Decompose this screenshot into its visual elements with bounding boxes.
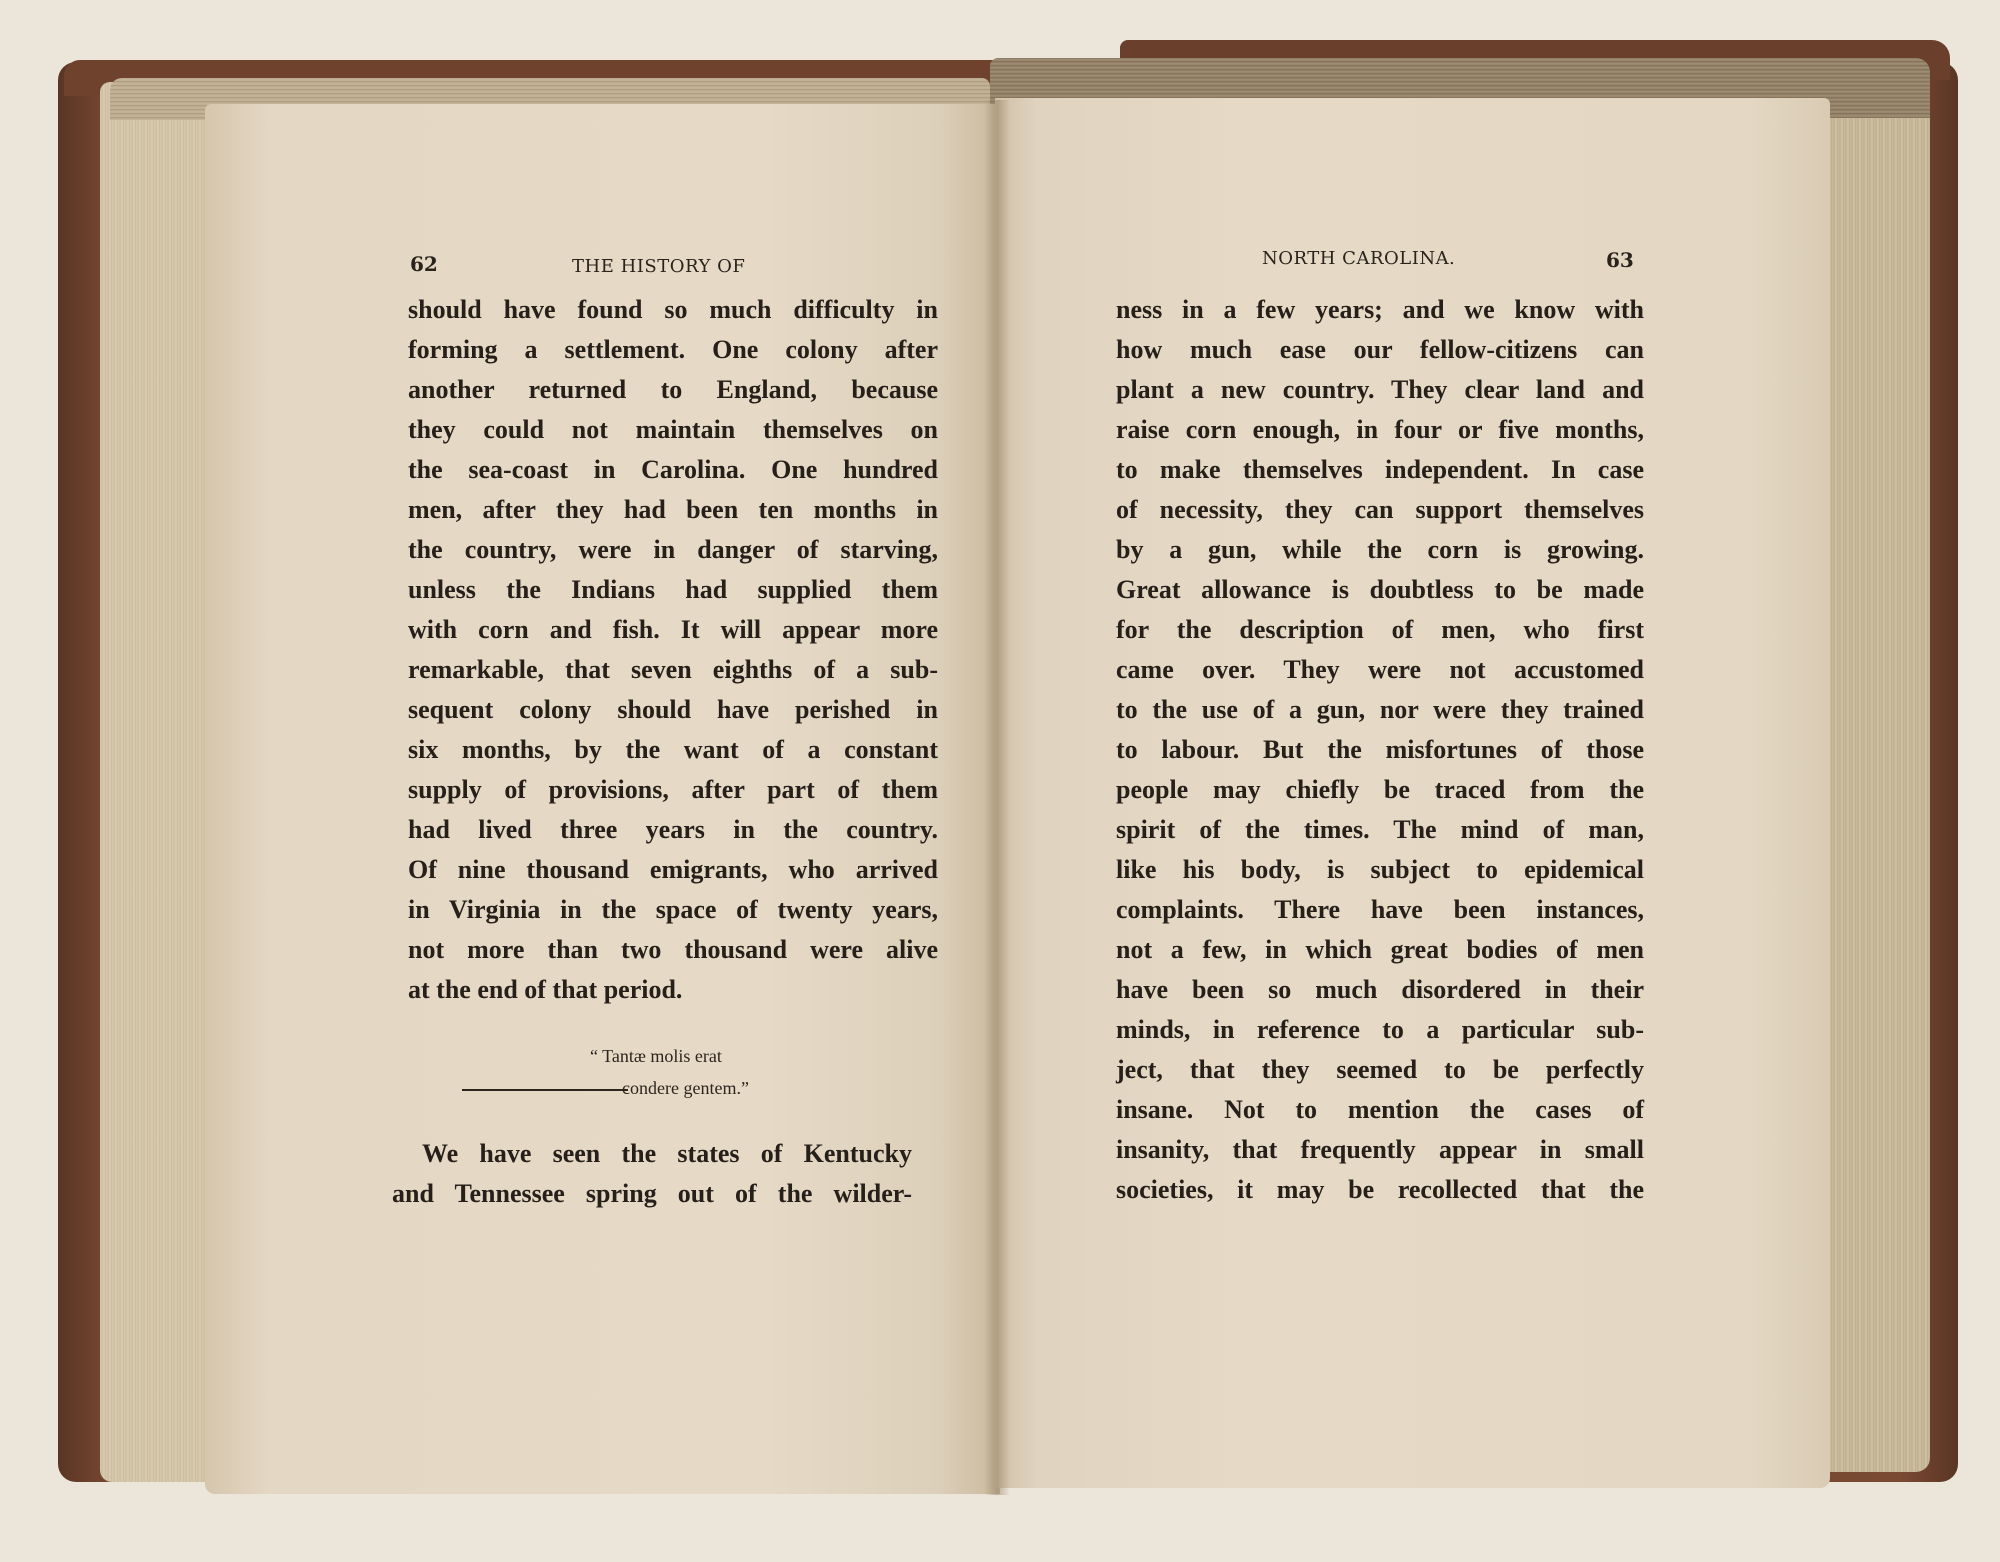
- text-line: to make themselves independent. In case: [1116, 455, 1644, 484]
- book-gutter: [984, 100, 1010, 1495]
- text-line: unless the Indians had supplied them: [408, 575, 938, 604]
- latin-quote-line-1: “ Tantæ molis erat: [590, 1046, 722, 1066]
- text-line: not a few, in which great bodies of men: [1116, 935, 1644, 964]
- text-line: came over. They were not accustomed: [1116, 655, 1644, 684]
- text-line: have been so much disordered in their: [1116, 975, 1644, 1004]
- text-line: at the end of that period.: [408, 975, 683, 1004]
- text-line: ness in a few years; and we know with: [1116, 295, 1644, 324]
- text-line: and Tennessee spring out of the wilder-: [392, 1179, 912, 1208]
- text-line: forming a settlement. One colony after: [408, 335, 938, 364]
- text-line: not more than two thousand were alive: [408, 935, 938, 964]
- text-line: societies, it may be recollected that the: [1116, 1175, 1644, 1204]
- text-line: the country, were in danger of starving,: [408, 535, 938, 564]
- text-line: We have seen the states of Kentucky: [422, 1139, 912, 1168]
- text-line: remarkable, that seven eighths of a sub-: [408, 655, 938, 684]
- text-line: with corn and fish. It will appear more: [408, 615, 938, 644]
- text-line: for the description of men, who first: [1116, 615, 1644, 644]
- text-line: sequent colony should have perished in: [408, 695, 938, 724]
- text-line: insanity, that frequently appear in small: [1116, 1135, 1644, 1164]
- text-line: raise corn enough, in four or five months,: [1116, 415, 1644, 444]
- text-line: should have found so much difficulty in: [408, 295, 938, 324]
- text-line: like his body, is subject to epidemical: [1116, 855, 1644, 884]
- text-line: people may chiefly be traced from the: [1116, 775, 1644, 804]
- left-running-head: THE HISTORY OF: [572, 256, 746, 277]
- left-page-paragraph-2: [392, 1134, 912, 1214]
- text-line: by a gun, while the corn is growing.: [1116, 535, 1644, 564]
- text-line: Of nine thousand emigrants, who arrived: [408, 855, 938, 884]
- text-line: to the use of a gun, nor were they trained: [1116, 695, 1644, 724]
- text-line: insane. Not to mention the cases of: [1116, 1095, 1644, 1124]
- page-edges-right: [1820, 72, 1930, 1472]
- text-line: how much ease our fellow-citizens can: [1116, 335, 1644, 364]
- text-line: another returned to England, because: [408, 375, 938, 404]
- text-line: had lived three years in the country.: [408, 815, 938, 844]
- text-line: of necessity, they can support themselves: [1116, 495, 1644, 524]
- right-running-head: NORTH CAROLINA.: [1262, 248, 1456, 269]
- text-line: to labour. But the misfortunes of those: [1116, 735, 1644, 764]
- text-line: Great allowance is doubtless to be made: [1116, 575, 1644, 604]
- left-page-number: 62: [410, 252, 438, 276]
- text-line: minds, in reference to a particular sub-: [1116, 1015, 1644, 1044]
- text-line: in Virginia in the space of twenty years,: [408, 895, 938, 924]
- latin-quote-line-2: condere gentem.”: [622, 1078, 749, 1098]
- text-line: supply of provisions, after part of them: [408, 775, 938, 804]
- left-page-body: [408, 290, 938, 1010]
- text-line: men, after they had been ten months in: [408, 495, 938, 524]
- text-line: complaints. There have been instances,: [1116, 895, 1644, 924]
- right-page-number: 63: [1606, 248, 1634, 272]
- text-line: spirit of the times. The mind of man,: [1116, 815, 1644, 844]
- text-line: the sea-coast in Carolina. One hundred: [408, 455, 938, 484]
- right-page-body: [1116, 290, 1644, 1210]
- text-line: plant a new country. They clear land and: [1116, 375, 1644, 404]
- text-line: ject, that they seemed to be perfectly: [1116, 1055, 1644, 1084]
- text-line: six months, by the want of a constant: [408, 735, 938, 764]
- text-line: they could not maintain themselves on: [408, 415, 938, 444]
- quote-rule: [462, 1089, 628, 1091]
